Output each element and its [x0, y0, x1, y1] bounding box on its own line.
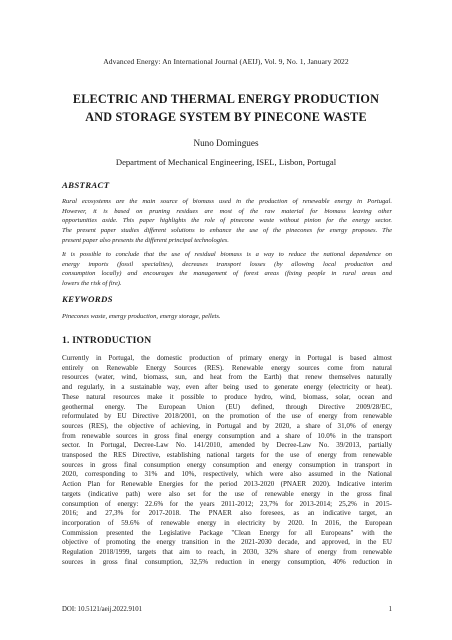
- introduction-body: [62, 354, 392, 567]
- abstract-paragraph: [62, 197, 392, 245]
- body-line: Regulation 2018/1999, targets that aim to reach, in 2030, 32% share of energy from renewable: [62, 548, 392, 557]
- body-line: sources in gross final consumption, 32,5% reduction in energy consumption, 40% reduction in: [62, 557, 392, 566]
- body-line: Commission presented the Legislative Package "Clean Energy for all Europeans" with the: [62, 528, 392, 537]
- title-line: ELECTRIC AND THERMAL ENERGY PRODUCTION: [72, 92, 380, 106]
- body-line: transposed the RES Directive, establishing national targets for the use of energy from renewable: [62, 451, 392, 460]
- body-line: entirely on Renewable Energy Sources (RES). Renewable energy sources come from natural: [62, 363, 392, 372]
- introduction-heading: 1. INTRODUCTION: [62, 335, 152, 346]
- abstract-line: The present paper studies different solutions to enhance the use of the pinecones for energy proposes. The: [62, 226, 392, 234]
- abstract-line: However, it is based on pruning residues are most of the raw material for biomass leaving other: [62, 207, 392, 215]
- abstract-line: consumption locally) and encourages the management of forest areas (fixing people in rural areas and: [62, 270, 392, 278]
- abstract-line: Rural ecosystems are the main source of biomass used in the production of renewable energy in Portugal.: [62, 198, 392, 205]
- body-line: consumption of energy: 22.6% for the years 2011-2012; 23,7% for 2013-2014; 25,2% in 2015-: [62, 499, 392, 508]
- title-line: AND STORAGE SYSTEM BY PINECONE WASTE: [85, 110, 367, 124]
- body-line: sources in gross final consumption energy consumption and energy consumption in transport in: [62, 460, 392, 469]
- body-line: 2020, corresponding to 31% and 10%, respectively, which were also assumed in the National: [62, 470, 392, 479]
- abstract-heading: ABSTRACT: [62, 180, 110, 190]
- keywords-line: Pinecones waste, energy production, energy storage, pellets.: [62, 313, 221, 320]
- body-line: resources (water, wind, biomass, sun, and heat from the Earth) that renew themselves naturally: [62, 373, 392, 382]
- body-line: geothermal energy. The European Union (EU) defined, through Directive 2009/28/EC,: [62, 402, 392, 411]
- abstract-line: present paper also presents the different principal technologies.: [62, 236, 229, 244]
- author-affiliation: Department of Mechanical Engineering, ISEL, Lisbon, Portugal: [115, 157, 337, 167]
- page-number: 1: [388, 606, 392, 613]
- author-name: Nuno Domingues: [193, 138, 259, 148]
- journal-running-header: Advanced Energy: An International Journal (AEIJ), Vol. 9, No. 1, January 2022: [103, 57, 349, 66]
- abstract-line: opportunities aside. This paper highlights the role of pinecone waste without pinion for the energy sector.: [62, 217, 392, 225]
- body-line: reformulated by EU Directive 2018/2001, on the promotion of the use of energy from renewable: [62, 412, 392, 421]
- body-line: from renewable sources in gross final energy consumption and a share of 10.0% in the transport: [62, 431, 392, 440]
- abstract-paragraph: [62, 250, 392, 289]
- abstract-line: energy imports (fossil specialties), decreases transport losses (by allowing local production and: [62, 260, 392, 268]
- body-line: incorporation of 59.6% of renewable energy in electricity by 2020. In 2016, the European: [62, 518, 392, 527]
- body-line: Action Plan for Renewable Energies for the period 2013-2020 (PNAER 2020). Indicative interim: [62, 480, 392, 489]
- paper-title: [40, 90, 412, 126]
- body-line: sources (RES), the objective of achieving, in Portugal and by 2020, a share of 31,0% of energy: [62, 421, 392, 430]
- body-line: targets (indicative path) were also set for the use of renewable energy in the gross final: [62, 489, 392, 498]
- body-line: 2016; and 27,3% for 2017-2018. The PNAER also foresees, as an indicative target, an: [62, 509, 392, 518]
- body-line: sector. In Portugal, Decree-Law No. 141/2010, amended by Decree-Law No. 39/2013, partially: [62, 441, 392, 450]
- abstract-line: lowers the risk of fire).: [62, 279, 122, 287]
- body-line: These natural resources make it possible to produce hydro, wind, biomass, solar, ocean and: [62, 392, 392, 401]
- keywords-text: [62, 312, 392, 322]
- body-line: Currently in Portugal, the domestic production of primary energy in Portugal is based almost: [62, 354, 392, 362]
- body-line: objective of promoting the energy transition in the 2021-2030 decade, and approved, in the EU: [62, 538, 392, 547]
- abstract-line: It is possible to conclude that the use of residual biomass is a way to reduce the national dependence on: [62, 251, 392, 258]
- doi-footer: DOI: 10.5121/aeij.2022.9101: [62, 606, 143, 613]
- body-line: and regularly, in a sustainable way, even after being used to generate energy (electricity or heat).: [62, 383, 392, 392]
- keywords-heading: KEYWORDS: [62, 294, 113, 304]
